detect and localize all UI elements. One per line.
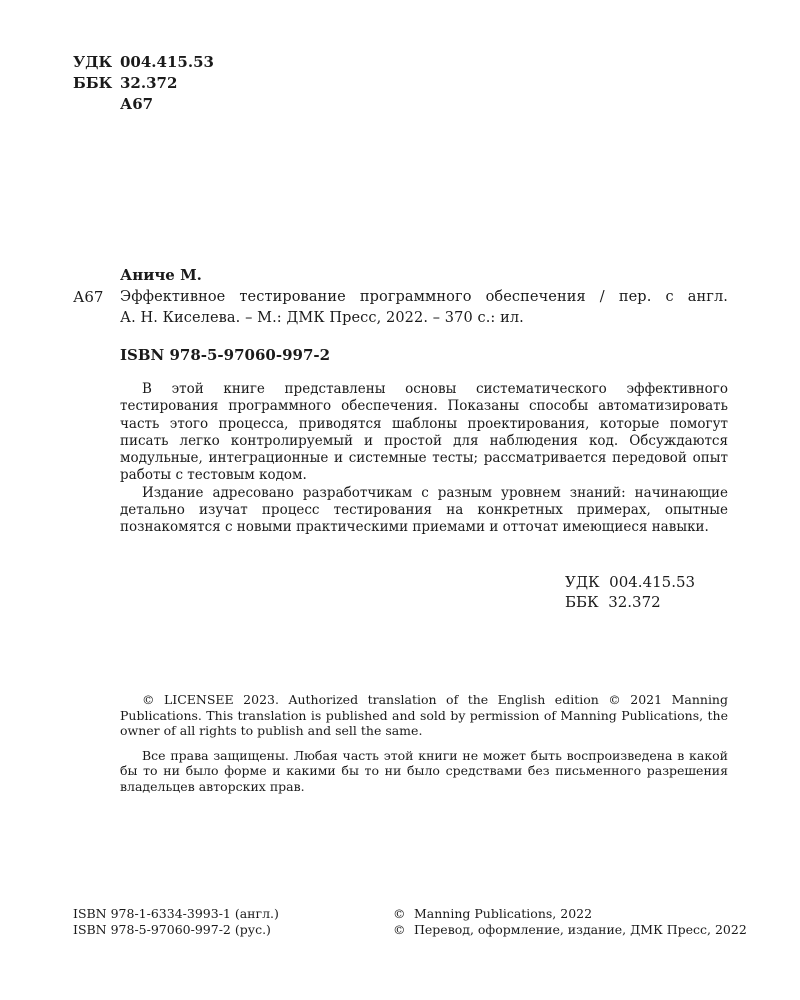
rights-text-1: Manning Publications, 2022 [414, 906, 593, 921]
right-bbk: ББК 32.372 [565, 593, 661, 611]
top-classification [73, 52, 214, 115]
title-line-1: Эффективное тестирование программного обеспечения / пер. с англ. [120, 289, 728, 305]
copyright-english: © LICENSEE 2023. Authorized translation of the English edition © 2021 Manning Publications. This translation is published and sold by permission of Manning Publications, the owner of all rights to publish and sell the same. [120, 692, 728, 738]
bbk-value: 32.372 [120, 74, 178, 92]
copyright-symbol: © [393, 906, 406, 921]
author-code: А67 [73, 288, 104, 306]
right-classification [565, 572, 695, 612]
rights-row-1 [393, 906, 747, 922]
bbk-row [73, 73, 214, 94]
copyright-symbol: © [393, 921, 406, 937]
copyright-russian: Все права защищены. Любая часть этой книги не может быть воспроизведена в какой бы то ни было форме и какими бы то ни было средствами без письменного разрешения владельцев авторских прав. [120, 747, 728, 794]
author-mark-row [73, 94, 214, 115]
annotation [120, 381, 728, 537]
right-udk: УДК 004.415.53 [565, 573, 696, 591]
udk-label: УДК [73, 53, 113, 71]
copyright-block [120, 692, 728, 794]
title-line-2: А. Н. Киселева. – М.: ДМК Пресс, 2022. – 370 с.: ил. [120, 310, 524, 326]
author-name: Аниче М. [120, 266, 202, 284]
annotation-paragraph-1: В этой книге представлены основы систематического эффективного тестирования программного обеспечения. Показаны способы автоматизировать часть этого процесса, приводятся шаблоны проектирования, которые помогут писать легко контролируемый и простой для наблюдения код. Обсуждаются модульные, интеграционные и системные тесты; рассматривается передовой опыт работы с тестовым кодом. [120, 381, 728, 484]
udk-row [73, 52, 214, 73]
isbn-list [73, 906, 279, 937]
author-mark-value: А67 [120, 95, 154, 113]
author-mark-label [73, 94, 120, 115]
rights-text-2: Перевод, оформление, издание, ДМК Пресс, 2022 [414, 921, 747, 937]
udk-value: 004.415.53 [120, 53, 214, 71]
book-description [120, 287, 728, 329]
bbk-label: ББК [73, 74, 113, 92]
rights-list [393, 906, 747, 937]
isbn-english: ISBN 978-1-6334-3993-1 (англ.) [73, 906, 279, 921]
rights-row-2 [393, 922, 747, 938]
isbn-russian: ISBN 978-5-97060-997-2 (рус.) [73, 921, 271, 937]
isbn-main: ISBN 978-5-97060-997-2 [120, 346, 331, 364]
annotation-paragraph-2: Издание адресовано разработчикам с разным уровнем знаний: начинающие детально изучат процесс тестирования на конкретных примерах, опытные познакомятся с новыми практическими приемами и отточат имеющиеся навыки. [120, 484, 728, 536]
